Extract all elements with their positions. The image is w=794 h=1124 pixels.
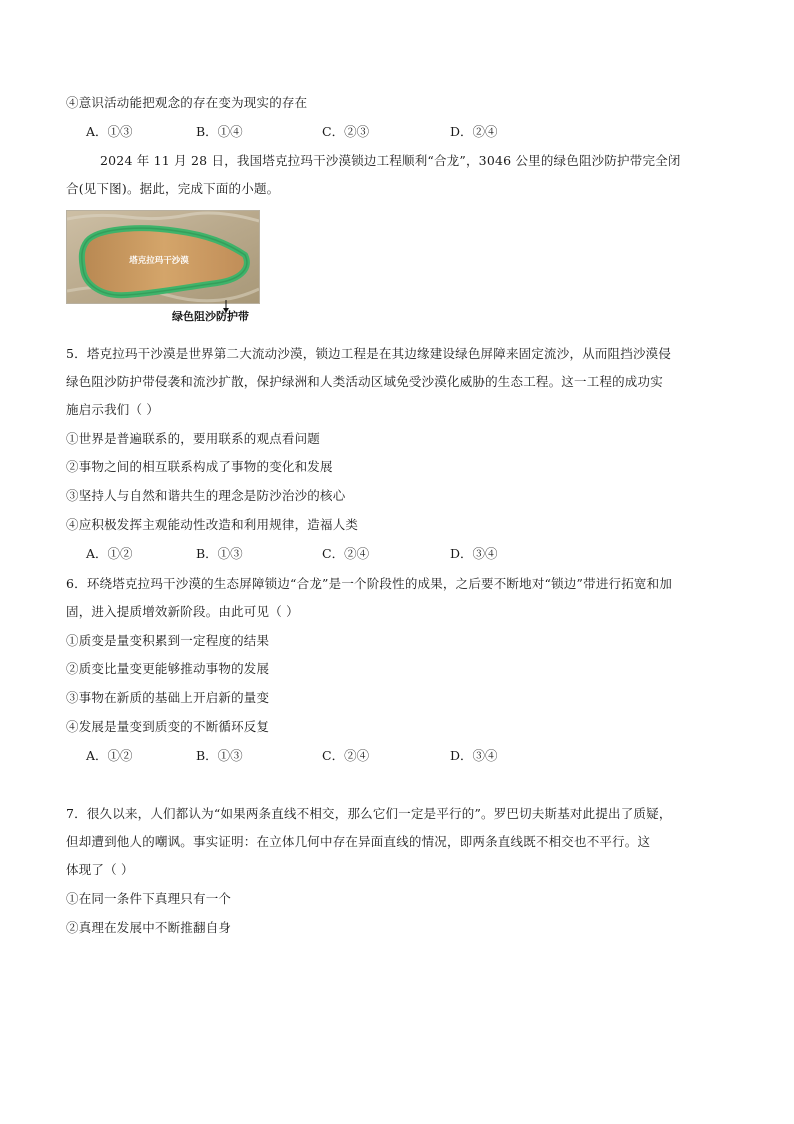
q7-statement-1: ①在同一条件下真理只有一个	[66, 891, 232, 906]
intro-line-2: 合(见下图)。据此，完成下面的小题。	[66, 181, 280, 196]
map-caption: 绿色阻沙防护带	[172, 310, 249, 323]
option-c: C．②④	[322, 748, 370, 763]
q5-stem-line-2: 绿色阻沙防护带侵袭和流沙扩散，保护绿洲和人类活动区域免受沙漠化威胁的生态工程。这一工程的成功实	[66, 374, 663, 389]
option-c: C．②④	[322, 546, 370, 561]
option-a: A．①②	[86, 748, 133, 763]
intro-line-1: 2024 年 11 月 28 日，我国塔克拉玛干沙漠锁边工程顺利“合龙”，3046 公里的绿色阻沙防护带完全闭	[100, 153, 681, 168]
q6-statement-1: ①质变是量变积累到一定程度的结果	[66, 633, 270, 648]
map-label: 塔克拉玛干沙漠	[129, 256, 189, 266]
q7-stem-line-3: 体现了（ ）	[66, 862, 134, 877]
option-d: D．③④	[450, 546, 498, 561]
q7-stem-line-1: 7．很久以来，人们都认为“如果两条直线不相交，那么它们一定是平行的”。罗巴切夫斯基对此提出了质疑，	[66, 806, 672, 821]
q6-stem-line-2: 固，进入提质增效新阶段。由此可见（ ）	[66, 604, 299, 619]
q5-statement-4: ④应积极发挥主观能动性改造和利用规律，造福人类	[66, 517, 359, 532]
option-c: C．②③	[322, 124, 370, 139]
q5-statement-3: ③坚持人与自然和谐共生的理念是防沙治沙的核心	[66, 488, 346, 503]
option-d: D．③④	[450, 748, 498, 763]
desert-map-image	[67, 211, 259, 303]
q6-statement-2: ②质变比量变更能够推动事物的发展	[66, 661, 270, 676]
option-d: D．②④	[450, 124, 498, 139]
q7-stem-line-2: 但却遭到他人的嘲讽。事实证明：在立体几何中存在异面直线的情况，即两条直线既不相交也不平行。这	[66, 834, 651, 849]
option-b: B．①③	[196, 546, 243, 561]
q5-statement-2: ②事物之间的相互联系构成了事物的变化和发展	[66, 459, 333, 474]
q5-stem-line-3: 施启示我们（ ）	[66, 402, 160, 417]
option-a: A．①③	[86, 124, 133, 139]
q6-statement-4: ④发展是量变到质变的不断循环反复	[66, 719, 270, 734]
q7-statement-2: ②真理在发展中不断推翻自身	[66, 920, 232, 935]
q5-stem-line-1: 5．塔克拉玛干沙漠是世界第二大流动沙漠，锁边工程是在其边缘建设绿色屏障来固定流沙，从而阻挡沙漠侵	[66, 346, 672, 361]
option-b: B．①③	[196, 748, 243, 763]
option-b: B．①④	[196, 124, 243, 139]
option-a: A．①②	[86, 546, 133, 561]
statement-4: ④意识活动能把观念的存在变为现实的存在	[66, 95, 308, 110]
q6-stem-line-1: 6．环绕塔克拉玛干沙漠的生态屏障锁边“合龙”是一个阶段性的成果，之后要不断地对“锁边”带进行拓宽和加	[66, 576, 673, 591]
desert-map-figure	[66, 210, 260, 304]
q6-statement-3: ③事物在新质的基础上开启新的量变	[66, 690, 270, 705]
q5-statement-1: ①世界是普遍联系的，要用联系的观点看问题	[66, 431, 321, 446]
